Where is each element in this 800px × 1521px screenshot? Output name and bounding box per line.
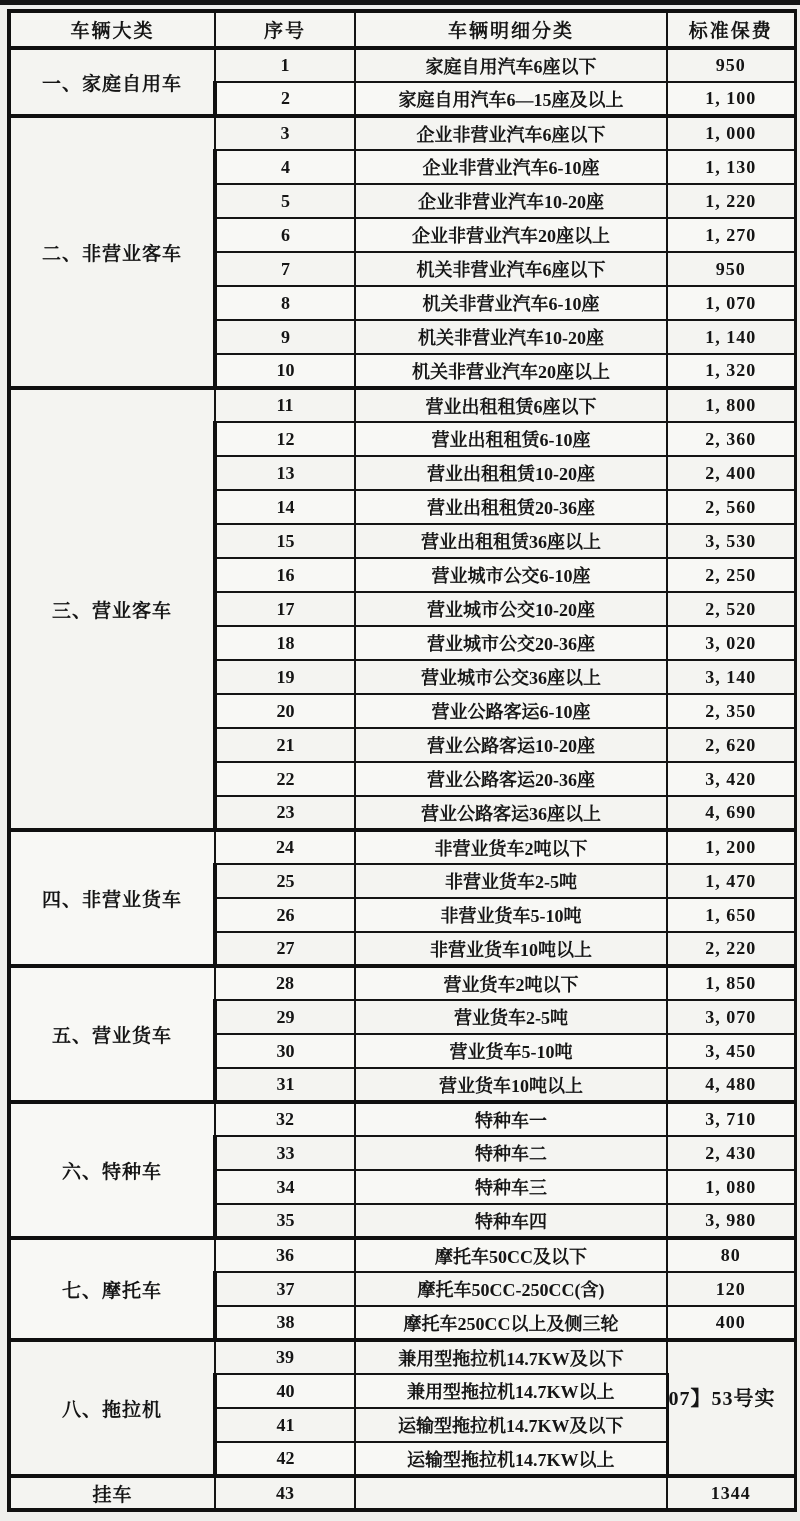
detail-cell: 企业非营业汽车6-10座	[355, 150, 667, 184]
detail-cell: 营业出租租赁10-20座	[355, 456, 667, 490]
detail-cell: 营业公路客运10-20座	[355, 728, 667, 762]
category-cell: 四、非营业货车	[9, 830, 215, 966]
premium-cell: 2, 250	[667, 558, 795, 592]
premium-cell: 2, 430	[667, 1136, 795, 1170]
detail-cell: 企业非营业汽车6座以下	[355, 116, 667, 150]
detail-cell: 营业出租租赁6座以下	[355, 388, 667, 422]
detail-cell: 家庭自用汽车6—15座及以上	[355, 82, 667, 116]
detail-cell: 机关非营业汽车10-20座	[355, 320, 667, 354]
detail-cell: 兼用型拖拉机14.7KW以上	[355, 1374, 667, 1408]
detail-cell: 营业城市公交10-20座	[355, 592, 667, 626]
seq-cell: 12	[215, 422, 355, 456]
seq-cell: 18	[215, 626, 355, 660]
seq-cell: 23	[215, 796, 355, 830]
category-cell: 七、摩托车	[9, 1238, 215, 1340]
detail-cell: 营业出租租赁20-36座	[355, 490, 667, 524]
premium-cell: 2, 560	[667, 490, 795, 524]
seq-cell: 27	[215, 932, 355, 966]
column-header-category: 车辆大类	[9, 11, 215, 48]
premium-cell: 3, 980	[667, 1204, 795, 1238]
premium-cell: 1, 070	[667, 286, 795, 320]
table-row	[9, 1340, 795, 1374]
table-row	[9, 1476, 795, 1510]
detail-cell: 机关非营业汽车20座以上	[355, 354, 667, 388]
premium-cell: 3, 140	[667, 660, 795, 694]
premium-cell: 1, 220	[667, 184, 795, 218]
premium-cell: 1, 100	[667, 82, 795, 116]
premium-cell: 1, 320	[667, 354, 795, 388]
detail-cell: 企业非营业汽车10-20座	[355, 184, 667, 218]
detail-cell: 非营业货车2-5吨	[355, 864, 667, 898]
seq-cell: 35	[215, 1204, 355, 1238]
premium-cell: 1, 140	[667, 320, 795, 354]
seq-cell: 1	[215, 48, 355, 82]
detail-cell: 摩托车50CC-250CC(含)	[355, 1272, 667, 1306]
seq-cell: 11	[215, 388, 355, 422]
seq-cell: 5	[215, 184, 355, 218]
header-row	[9, 11, 795, 48]
table-row	[9, 116, 795, 150]
seq-cell: 24	[215, 830, 355, 864]
seq-cell: 17	[215, 592, 355, 626]
detail-cell: 营业出租租赁6-10座	[355, 422, 667, 456]
detail-cell: 企业非营业汽车20座以上	[355, 218, 667, 252]
premium-cell: 3, 450	[667, 1034, 795, 1068]
premium-cell: 1, 000	[667, 116, 795, 150]
premium-cell: 120	[667, 1272, 795, 1306]
premium-cell: 2, 350	[667, 694, 795, 728]
premium-cell: 950	[667, 252, 795, 286]
detail-cell: 特种车二	[355, 1136, 667, 1170]
premium-cell: 1, 270	[667, 218, 795, 252]
seq-cell: 9	[215, 320, 355, 354]
seq-cell: 20	[215, 694, 355, 728]
premium-cell: 4, 690	[667, 796, 795, 830]
column-header-seq: 序号	[215, 11, 355, 48]
category-cell: 六、特种车	[9, 1102, 215, 1238]
seq-cell: 32	[215, 1102, 355, 1136]
detail-cell: 非营业货车5-10吨	[355, 898, 667, 932]
seq-cell: 34	[215, 1170, 355, 1204]
detail-cell: 运输型拖拉机14.7KW及以下	[355, 1408, 667, 1442]
detail-cell: 营业货车2吨以下	[355, 966, 667, 1000]
seq-cell: 30	[215, 1034, 355, 1068]
table-header	[9, 11, 795, 48]
detail-cell: 营业出租租赁36座以上	[355, 524, 667, 558]
detail-cell: 运输型拖拉机14.7KW以上	[355, 1442, 667, 1476]
premium-cell: 1, 200	[667, 830, 795, 864]
premium-cell: 400	[667, 1306, 795, 1340]
premium-cell: 3, 530	[667, 524, 795, 558]
detail-cell: 营业城市公交6-10座	[355, 558, 667, 592]
category-cell: 八、拖拉机	[9, 1340, 215, 1476]
table-row	[9, 1102, 795, 1136]
seq-cell: 29	[215, 1000, 355, 1034]
premium-cell: 2, 400	[667, 456, 795, 490]
seq-cell: 21	[215, 728, 355, 762]
premium-cell: 1, 080	[667, 1170, 795, 1204]
category-cell: 一、家庭自用车	[9, 48, 215, 116]
premium-cell: 3, 710	[667, 1102, 795, 1136]
detail-cell: 特种车三	[355, 1170, 667, 1204]
seq-cell: 37	[215, 1272, 355, 1306]
detail-cell: 营业城市公交36座以上	[355, 660, 667, 694]
premium-cell: 1, 470	[667, 864, 795, 898]
detail-cell: 营业货车10吨以上	[355, 1068, 667, 1102]
seq-cell: 10	[215, 354, 355, 388]
detail-cell: 特种车一	[355, 1102, 667, 1136]
premium-cell: 80	[667, 1238, 795, 1272]
detail-cell: 家庭自用汽车6座以下	[355, 48, 667, 82]
detail-cell: 营业公路客运6-10座	[355, 694, 667, 728]
seq-cell: 38	[215, 1306, 355, 1340]
seq-cell: 2	[215, 82, 355, 116]
seq-cell: 31	[215, 1068, 355, 1102]
premium-merged-stamp-cell: 07】53号实	[667, 1340, 795, 1476]
scan-edge-strip	[0, 0, 800, 5]
premium-cell: 4, 480	[667, 1068, 795, 1102]
table-row	[9, 966, 795, 1000]
seq-cell: 15	[215, 524, 355, 558]
seq-cell: 26	[215, 898, 355, 932]
detail-cell: 营业公路客运20-36座	[355, 762, 667, 796]
premium-cell: 3, 020	[667, 626, 795, 660]
table-row	[9, 388, 795, 422]
category-cell: 五、营业货车	[9, 966, 215, 1102]
seq-cell: 43	[215, 1476, 355, 1510]
seq-cell: 36	[215, 1238, 355, 1272]
seq-cell: 7	[215, 252, 355, 286]
detail-cell: 营业货车2-5吨	[355, 1000, 667, 1034]
detail-cell: 兼用型拖拉机14.7KW及以下	[355, 1340, 667, 1374]
detail-cell: 非营业货车2吨以下	[355, 830, 667, 864]
seq-cell: 4	[215, 150, 355, 184]
detail-cell: 非营业货车10吨以上	[355, 932, 667, 966]
table-row	[9, 48, 795, 82]
detail-cell: 摩托车250CC以上及侧三轮	[355, 1306, 667, 1340]
table-row	[9, 830, 795, 864]
column-header-premium: 标准保费	[667, 11, 795, 48]
seq-cell: 22	[215, 762, 355, 796]
premium-cell: 1, 800	[667, 388, 795, 422]
seq-cell: 25	[215, 864, 355, 898]
detail-cell: 营业货车5-10吨	[355, 1034, 667, 1068]
premium-rate-table	[7, 9, 797, 1512]
seq-cell: 6	[215, 218, 355, 252]
column-header-detail: 车辆明细分类	[355, 11, 667, 48]
seq-cell: 28	[215, 966, 355, 1000]
seq-cell: 33	[215, 1136, 355, 1170]
seq-cell: 41	[215, 1408, 355, 1442]
detail-cell: 机关非营业汽车6-10座	[355, 286, 667, 320]
seq-cell: 19	[215, 660, 355, 694]
premium-cell: 1, 850	[667, 966, 795, 1000]
detail-cell: 机关非营业汽车6座以下	[355, 252, 667, 286]
seq-cell: 14	[215, 490, 355, 524]
detail-cell: 营业公路客运36座以上	[355, 796, 667, 830]
category-cell: 挂车	[9, 1476, 215, 1510]
detail-cell	[355, 1476, 667, 1510]
premium-cell: 3, 070	[667, 1000, 795, 1034]
premium-cell: 3, 420	[667, 762, 795, 796]
seq-cell: 16	[215, 558, 355, 592]
category-cell: 三、营业客车	[9, 388, 215, 830]
detail-cell: 摩托车50CC及以下	[355, 1238, 667, 1272]
premium-cell: 2, 360	[667, 422, 795, 456]
seq-cell: 13	[215, 456, 355, 490]
seq-cell: 40	[215, 1374, 355, 1408]
premium-cell: 1, 130	[667, 150, 795, 184]
seq-cell: 42	[215, 1442, 355, 1476]
detail-cell: 营业城市公交20-36座	[355, 626, 667, 660]
seq-cell: 8	[215, 286, 355, 320]
table-body	[9, 48, 795, 1510]
detail-cell: 特种车四	[355, 1204, 667, 1238]
premium-cell: 950	[667, 48, 795, 82]
premium-cell: 2, 620	[667, 728, 795, 762]
premium-cell: 1344	[667, 1476, 795, 1510]
seq-cell: 39	[215, 1340, 355, 1374]
premium-cell: 1, 650	[667, 898, 795, 932]
category-cell: 二、非营业客车	[9, 116, 215, 388]
premium-cell: 2, 520	[667, 592, 795, 626]
premium-cell: 2, 220	[667, 932, 795, 966]
table-row	[9, 1238, 795, 1272]
seq-cell: 3	[215, 116, 355, 150]
